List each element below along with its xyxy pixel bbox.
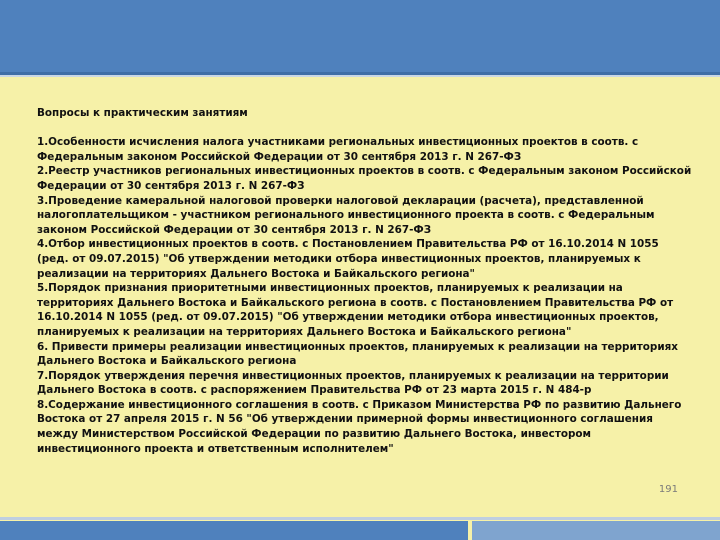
question-item-1: 1.Особенности исчисления налога участниками региональных инвестиционных проектов в соотв. с Федеральным законом Российской Федерации от 30 сентября 2013 г. N 267-ФЗ (37, 136, 639, 163)
footer-band-left (0, 521, 468, 540)
question-item-8: 8.Содержание инвестиционного соглашения в соотв. с Приказом Министерства РФ по развитию Дальнего Востока от 27 апреля 2015 г. N 56 "Об утверждении примерной формы инвестиционного соглашения между Министерством Российской Федерации по развитию Дальнего Востока, инвестором инвестиционного проекта и ответственным исполнителем" (37, 398, 682, 455)
footer-band-right (472, 521, 720, 540)
footer-divider (0, 517, 720, 520)
slide-content (37, 106, 692, 456)
question-item-4: 4.Отбор инвестиционных проектов в соотв. с Постановлением Правительства РФ от 16.10.2014 N 1055 (ред. от 09.07.2015) "Об утверждении методики отбора инвестиционных проектов, планируемых к реализации на территориях Дальнего Востока и Байкальского региона" (37, 238, 659, 280)
header-divider-light (0, 75, 720, 77)
question-item-7: 7.Порядок утверждения перечня инвестиционных проектов, планируемых к реализации на территории Дальнего Востока в соотв. с распоряжением Правительства РФ от 23 марта 2015 г. N 484-р (37, 369, 669, 397)
header-band (0, 0, 720, 72)
slide-heading: Вопросы к практическим занятиям (37, 107, 248, 119)
question-item-6: 6. Привести примеры реализации инвестиционных проектов, планируемых к реализации на территориях Дальнего Востока и Байкальского региона (37, 340, 679, 368)
page-number: 191 (658, 484, 678, 495)
question-item-3: 3.Проведение камеральной налоговой проверки налоговой декларации (расчета), представленной налогоплательщиком - участником регионального инвестиционного проекта в соотв. с Федеральным законом Российской Федерации от 30 сентября 2013 г. N 267-ФЗ (37, 194, 655, 236)
question-item-2: 2.Реестр участников региональных инвестиционных проектов в соотв. с Федеральным законом Российской Федерации от 30 сентября 2013 г. N 267-ФЗ (37, 165, 692, 192)
question-item-5: 5.Порядок признания приоритетными инвестиционных проектов, планируемых к реализации на территориях Дальнего Востока и Байкальского региона в соотв. с Постановлением Правительства РФ от 16.10.2014 N 1055 (ред. от 09.07.2015) "Об утверждении методики отбора инвестиционных проектов, планируемых к реализации на территориях Дальнего Востока и Байкальского региона" (37, 282, 674, 338)
